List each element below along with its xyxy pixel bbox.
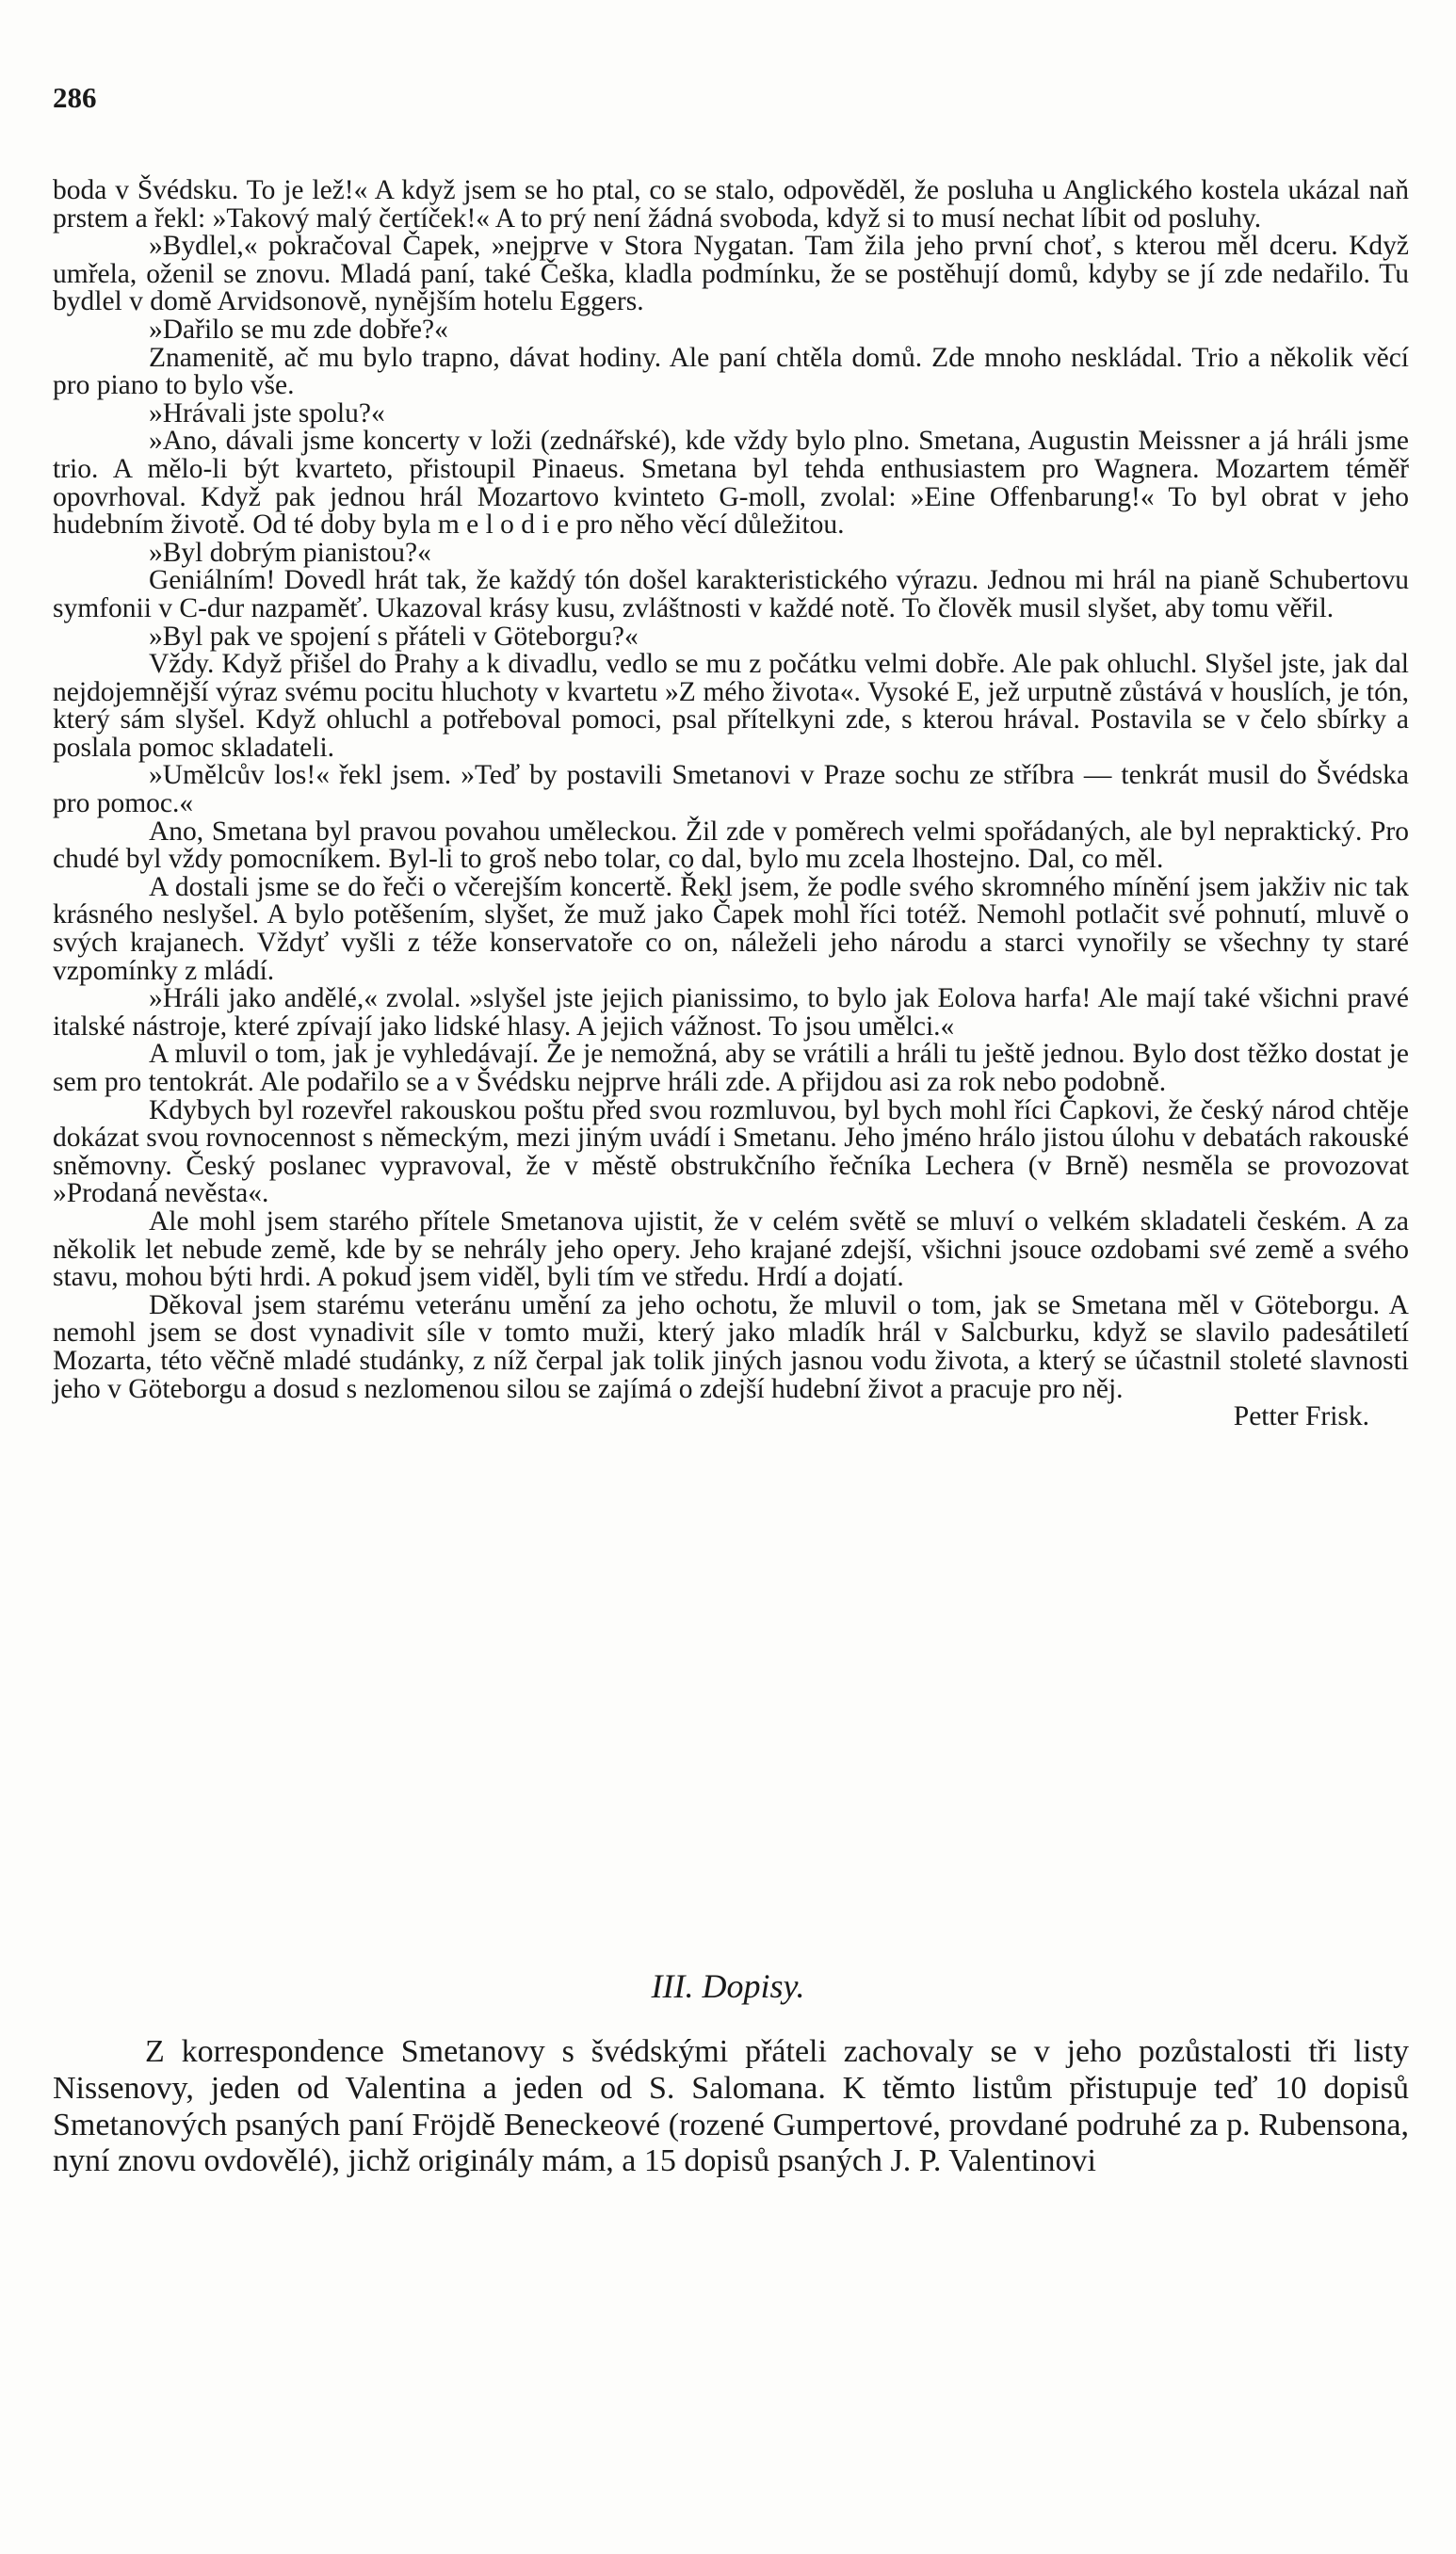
- paragraph: boda v Švédsku. To je lež!« A když jsem se ho ptal, co se stalo, odpověděl, že posluha u Anglického kostela ukázal naň prstem a řekl: »Takový malý čertíček!« A to prý není žádná svoboda, když si to musí nechat líbit od posluhy.: [53, 175, 1409, 234]
- page-number: 286: [53, 81, 97, 114]
- paragraph: »Hrávali jste spolu?«: [149, 397, 385, 428]
- section-heading: III. Dopisy.: [651, 1967, 805, 2005]
- paragraph: »Umělcův los!« řekl jsem. »Teď by postavili Smetanovi v Praze sochu ze stříbra — tenkrát musil do Švédska pro pomoc.«: [53, 760, 1409, 819]
- paragraph: A mluvil o tom, jak je vyhledávají. Že je nemožná, aby se vrátili a hráli tu ještě jednou. Bylo dost těžko dostat je sem pro tentokrát. Ale podařilo se a v Švédsku nejprve hráli zde. A přijdou asi za rok nebo podobně.: [53, 1039, 1409, 1097]
- paragraph: »Ano, dávali jsme koncerty v loži (zednářské), kde vždy bylo plno. Smetana, Augustin Meissner a já hráli jsme trio. A mělo-li být kvarteto, přistoupil Pinaeus. Smetana byl tehda enthusiastem pro Wagnera. Mozartem téměř opovrhoval. Když pak jednou hrál Mozartovo kvinteto G-moll, zvolal: »Eine Offenbarung!« To byl obrat v jeho hudebním životě. Od té doby byla m e l o d i e pro něho věcí důležitou.: [53, 426, 1409, 541]
- paragraph: Děkoval jsem starému veteránu umění za jeho ochotu, že mluvil o tom, jak se Smetana měl v Göteborgu. A nemohl jsem se dost vynadivit síle v tomto muži, který jako mladík hrál v Salcburku, když se slavilo padesátiletí Mozarta, této věčně mladé studánky, z níž čerpal jak tolik jiných jasnou vodu života, a který se účastnil stoleté slavnosti jeho v Göteborgu a dosud s nezlomenou silou se zajímá o zdejší hudební život a pracuje pro něj.: [53, 1289, 1409, 1404]
- paragraph: Geniálním! Dovedl hrát tak, že každý tón došel karakteristického výrazu. Jednou mi hrál na pianě Schubertovu symfonii v C-dur nazpaměť. Ukazoval krásy kusu, zvláštnosti v každé notě. To člověk musil slyšet, aby tomu věřil.: [53, 565, 1409, 623]
- paragraph: Kdybych byl rozevřel rakouskou poštu před svou rozmluvou, byl bych mohl říci Čapkovi, že český národ chtěje dokázat svou rovnocennost s německým, mezi jiným uvádí i Smetanu. Jeho jméno hrálo jistou úlohu v debatách rakouské sněmovny. Český poslanec vypravoval, že v městě obstrukčního řečníka Lechera (v Brně) nesměla se provozovat »Prodaná nevěsta«.: [53, 1094, 1409, 1209]
- paragraph: Znamenitě, ač mu bylo trapno, dávat hodiny. Ale paní chtěla domů. Zde mnoho neskládal. Trio a několik věcí pro piano to bylo vše.: [53, 342, 1409, 401]
- paragraph: Ale mohl jsem starého přítele Smetanova ujistit, že v celém světě se mluví o velkém skladateli českém. A za několik let nebude země, kde by se nehrály jeho opery. Jeho krajané zdejší, všichni jsouce ozdobami své země a svého stavu, mohou býti hrdi. A pokud jsem viděl, byli tím ve středu. Hrdí a dojatí.: [53, 1205, 1409, 1293]
- body-text: [53, 177, 1409, 1431]
- paragraph: Ano, Smetana byl pravou povahou uměleckou. Žil zde v poměrech velmi spořádaných, ale byl nepraktický. Pro chudé byl vždy pomocníkem. Byl-li to groš nebo tolar, co dal, bylo mu zcela lhostejno. Dal, co měl.: [53, 816, 1409, 875]
- paragraph: »Bydlel,« pokračoval Čapek, »nejprve v Stora Nygatan. Tam žila jeho první choť, s kterou měl dceru. Když umřela, oženil se znovu. Mladá paní, také Češka, kladla podmínku, že se postěhují domů, kdyby se jí zde nedařilo. Tu bydlel v domě Arvidsonově, nynějším hotelu Eggers.: [53, 231, 1409, 317]
- paragraph: »Dařilo se mu zde dobře?«: [149, 314, 448, 345]
- paragraph: A dostali jsme se do řeči o včerejším koncertě. Řekl jsem, že podle svého skromného mínění jsem jakživ nic tak krásného neslyšel. A bylo potěšením, slyšet, že muž jako Čapek mohl říci totéž. Nemohl potlačit své pohnutí, mluvě o svých krajanech. Vždyť vyšli z téže konservatoře co on, náleželi jeho národu a starci vynořily se všechny ty staré vzpomínky z mládí.: [53, 871, 1409, 986]
- paragraph: »Byl dobrým pianistou?«: [149, 537, 431, 568]
- paragraph: Z korrespondence Smetanovy s švédskými přáteli zachovaly se v jeho pozůstalosti tři listy Nissenovy, jeden od Valentina a jeden od S. Salomana. K těmto listům přistupuje teď 10 dopisů Smetanových psaných paní Fröjdě Beneckeové (rozené Gumpertové, provdané podruhé za p. Rubensona, nyní znovu ovdovělé), jichž originály mám, a 15 dopisů psaných J. P. Valentinovi: [53, 2034, 1409, 2179]
- signature: Petter Frisk.: [1233, 1401, 1369, 1432]
- section-body: [53, 2034, 1409, 2180]
- paragraph: »Hráli jako andělé,« zvolal. »slyšel jste jejich pianissimo, to bylo jak Eolova harfa! Ale mají také všichni pravé italské nástroje, které zpívají jako lidské hlasy. A jejich vážnost. To jsou umělci.«: [53, 983, 1409, 1042]
- paragraph: Vždy. Když přišel do Prahy a k divadlu, vedlo se mu z počátku velmi dobře. Ale pak ohluchl. Slyšel jste, jak dal nejdojemnější výraz svému pocitu hluchoty v kvartetu »Z mého života«. Vysoké E, jež urputně zůstává v houslích, je tón, který sám slyšel. Když ohluchl a potřeboval pomoci, psal přítelkyni zde, s kterou hrával. Postavila se v čelo sbírky a poslala pomoc skladateli.: [53, 649, 1409, 763]
- paragraph: »Byl pak ve spojení s přáteli v Göteborgu?«: [149, 621, 639, 652]
